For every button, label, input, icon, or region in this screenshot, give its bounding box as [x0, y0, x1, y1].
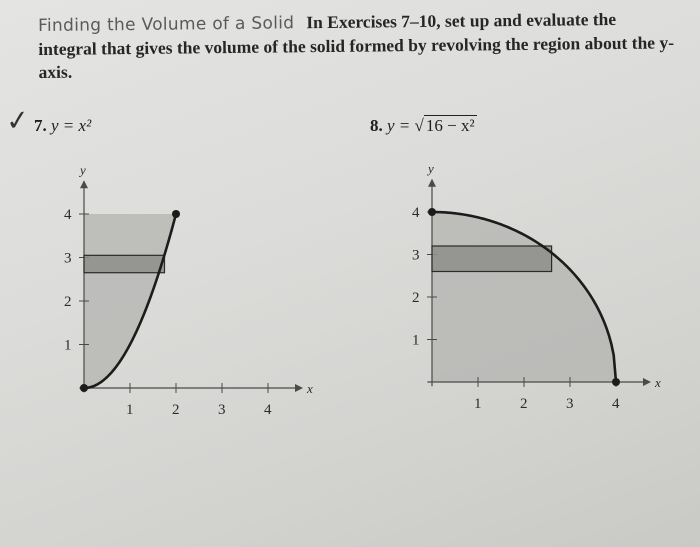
y-tick-label: 2 — [412, 290, 420, 306]
endpoint-dot — [612, 378, 620, 386]
x-tick-label: 3 — [218, 402, 226, 418]
x-tick-label: 2 — [172, 402, 180, 418]
exercise-7-equation: y = x² — [51, 116, 92, 135]
section-title: Finding the Volume of a Solid — [38, 13, 295, 36]
shaded-region — [84, 214, 176, 388]
exercise-8-radicand: 16 − x² — [425, 116, 475, 135]
exercise-8-number: 8. — [370, 116, 383, 135]
y-tick-label: 3 — [64, 250, 72, 267]
graph-exercise-7 — [64, 162, 313, 418]
radical-sign-icon: √ — [414, 116, 424, 135]
x-tick-label: 4 — [612, 396, 620, 412]
exercise-8-equation-lhs: y = — [387, 116, 415, 135]
x-tick-label: 1 — [126, 402, 134, 418]
y-axis-label: y — [428, 160, 434, 176]
x-tick-label: 4 — [264, 402, 272, 418]
x-axis-arrow — [295, 384, 303, 392]
endpoint-dot — [172, 210, 180, 218]
y-axis-arrow — [80, 180, 88, 188]
endpoint-dot — [428, 208, 436, 216]
endpoint-dot — [80, 384, 88, 392]
exercise-instructions: In Exercises 7–10, set up and evaluate the integral that gives the volume of the solid formed by revolving the region about the y-axis. — [38, 8, 675, 82]
graph-exercise-8 — [412, 161, 661, 412]
shaded-region — [432, 212, 616, 382]
representative-strip — [84, 255, 165, 272]
y-tick-label: 1 — [412, 332, 420, 349]
x-tick-label: 1 — [474, 396, 482, 412]
y-tick-label: 2 — [64, 294, 72, 310]
y-tick-label: 3 — [412, 247, 420, 264]
y-tick-label: 4 — [64, 207, 72, 223]
x-axis-arrow — [643, 378, 651, 386]
x-tick-label: 2 — [520, 396, 528, 412]
check-mark-icon: ✓ — [4, 102, 32, 139]
exercise-7-number: 7. — [34, 116, 47, 135]
y-tick-label: 4 — [412, 205, 420, 221]
y-tick-label: 1 — [64, 337, 72, 354]
y-axis-label: y — [80, 162, 86, 178]
x-tick-label: 3 — [566, 396, 574, 412]
x-axis-label: x — [307, 381, 313, 396]
x-axis-label: x — [655, 375, 661, 390]
representative-strip — [432, 246, 552, 272]
y-axis-arrow — [428, 179, 436, 187]
